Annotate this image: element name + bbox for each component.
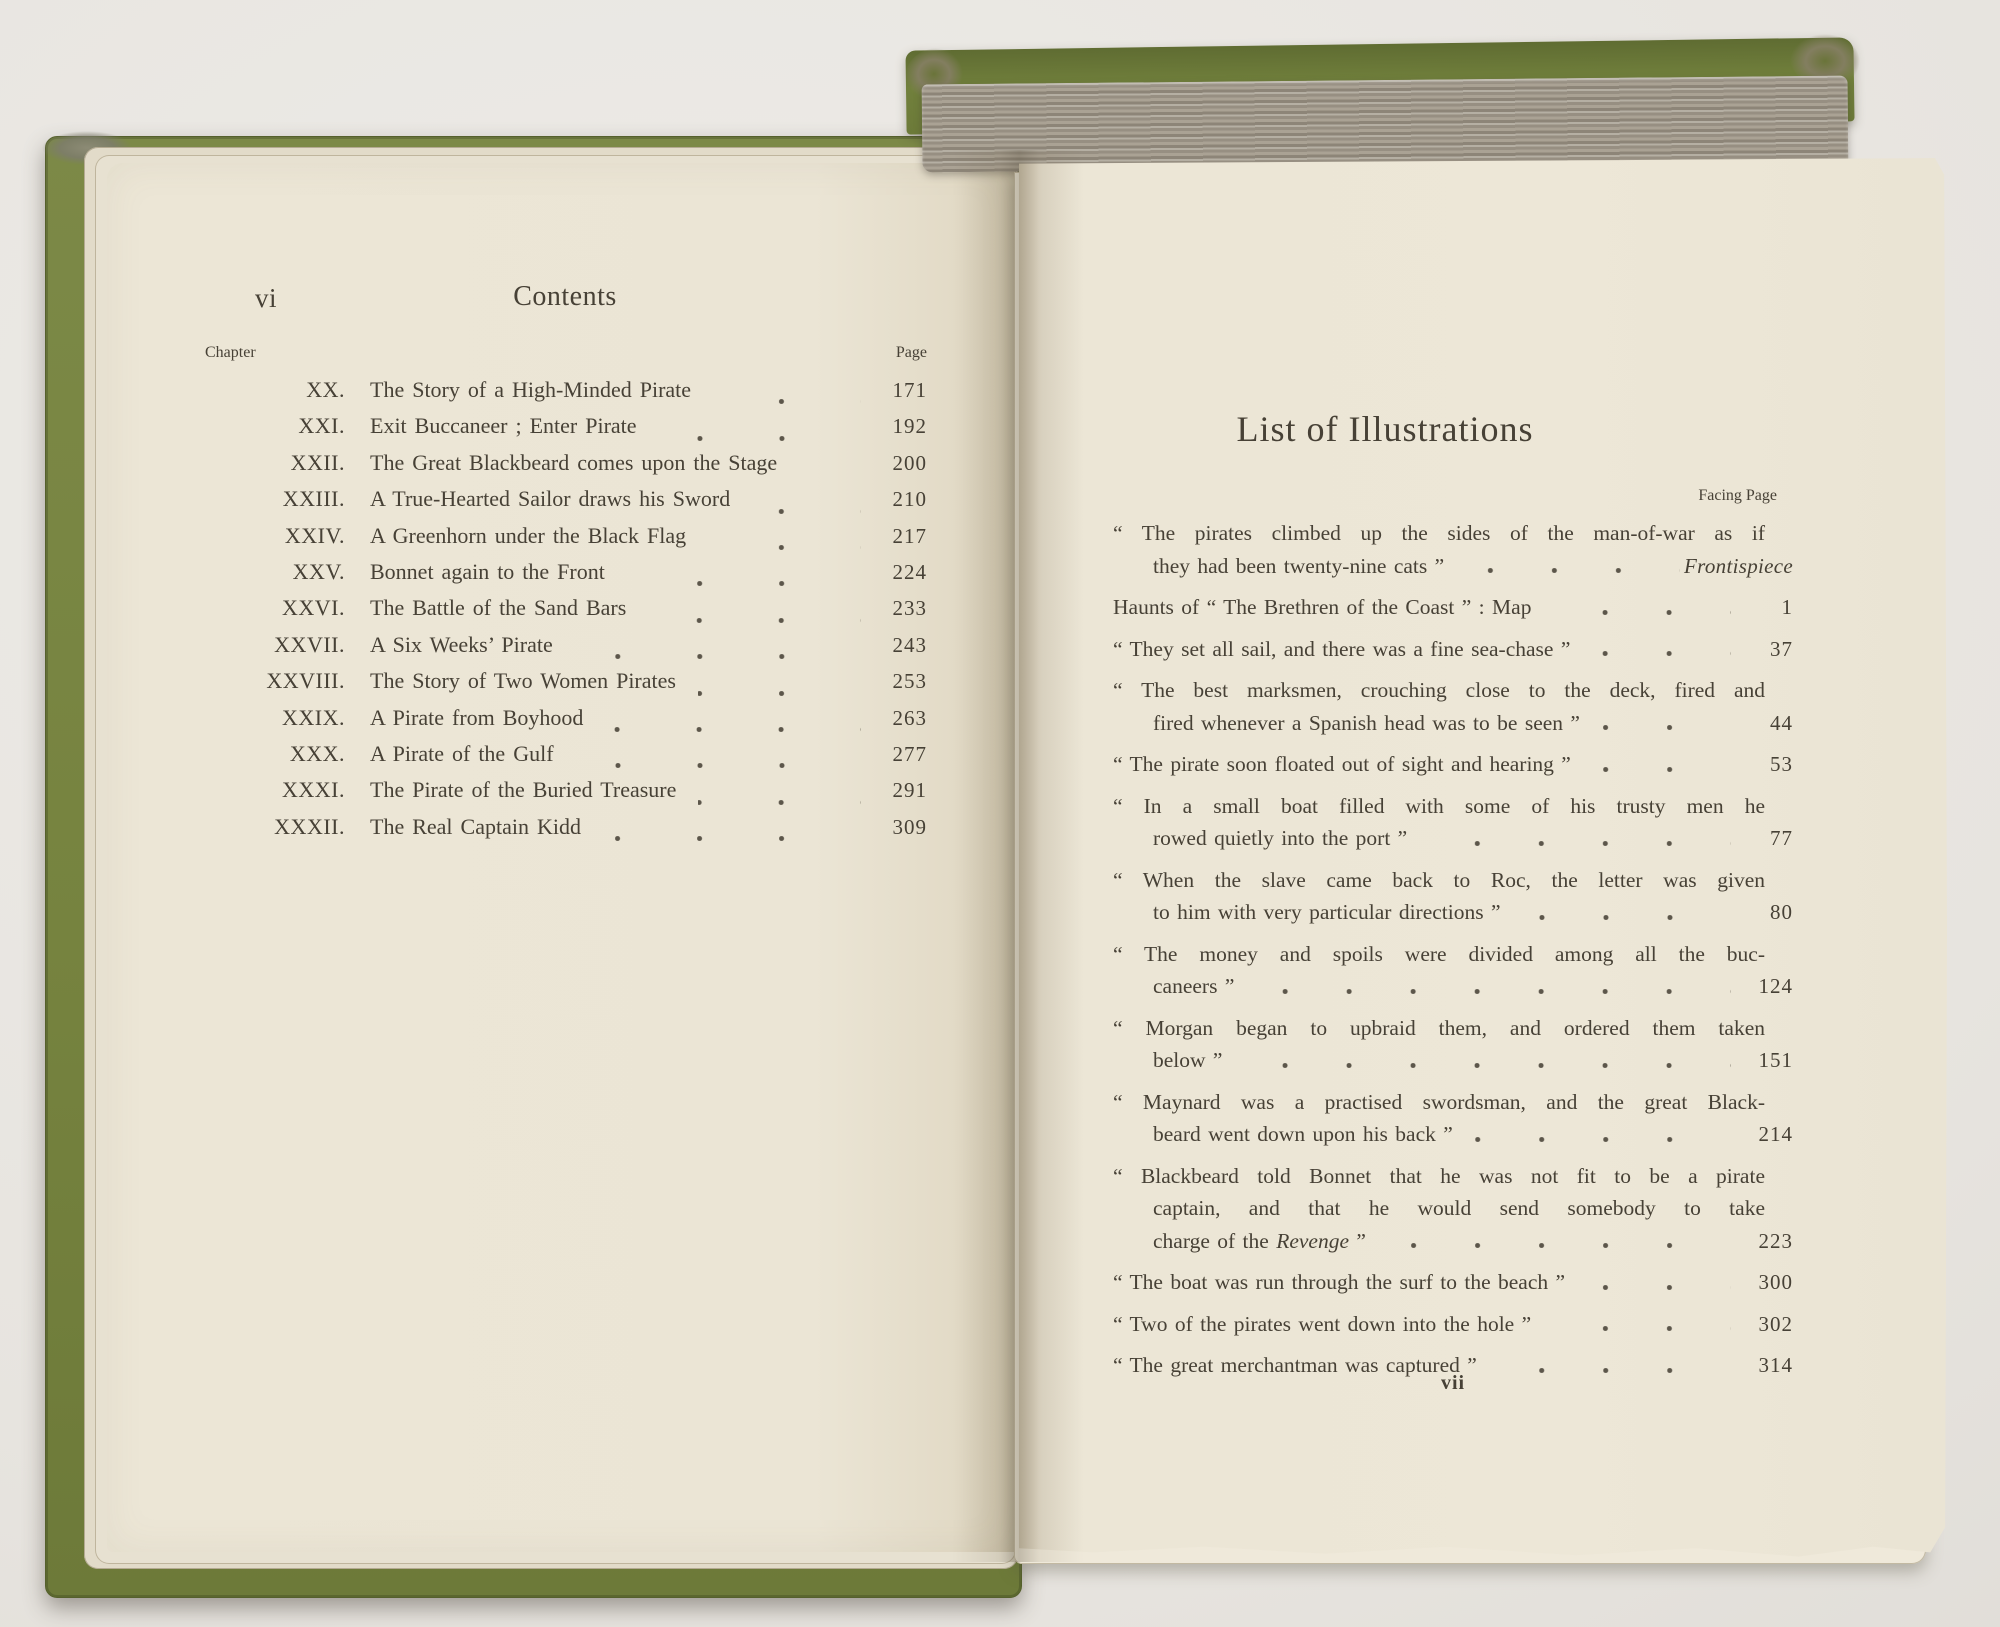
illustration-entry (1113, 938, 1793, 1003)
dot-leader (1519, 915, 1731, 920)
toc-row (205, 741, 927, 777)
dot-leader (1462, 568, 1680, 573)
toc-chapter-num: XXVIII. (266, 668, 345, 694)
toc-row (205, 450, 927, 486)
facing-page-num: 77 (1770, 826, 1793, 850)
caption-line: “ In a small boat filled with some of his trusty men he (1113, 793, 1765, 818)
dot-leader (1471, 1137, 1731, 1142)
caption-last-line (1113, 970, 1793, 1003)
contents-page-title: Contents (513, 281, 617, 312)
illustrations-page-title: List of Illustrations (1236, 409, 1534, 449)
dot-leader (1425, 841, 1731, 846)
caption-text: below ” (1153, 1048, 1223, 1072)
toc-page-num: 233 (892, 596, 927, 621)
illustration-entry (1113, 864, 1793, 929)
caption-text: “ The great merchantman was captured ” (1113, 1353, 1477, 1377)
facing-page-num: 214 (1758, 1122, 1793, 1146)
toc-title: Exit Buccaneer ; Enter Pirate (370, 413, 637, 439)
toc-row (205, 559, 927, 595)
toc-page-num: 277 (892, 741, 927, 766)
toc-title: A Six Weeks’ Pirate (370, 631, 553, 657)
toc-dot-leader (752, 509, 861, 514)
toc-title: The Story of Two Women Pirates (370, 668, 676, 694)
caption-last-line (1113, 707, 1793, 740)
toc-row (205, 705, 927, 741)
caption-line: “ Blackbeard told Bonnet that he was not fit to be a pirate (1113, 1163, 1765, 1188)
illustration-entry (1113, 1266, 1793, 1299)
toc-chapter-num: XXXII. (274, 813, 345, 839)
toc-page-num: 171 (892, 378, 927, 402)
caption-last-line (1113, 550, 1793, 583)
dot-leader (1240, 1063, 1731, 1068)
toc-dot-leader (648, 618, 861, 623)
toc-dot-leader (603, 836, 861, 841)
facing-page-num: 300 (1758, 1270, 1793, 1294)
caption-last-line (1113, 896, 1793, 929)
caption-line: “ The pirates climbed up the sides of the man-of-war as if (1113, 521, 1765, 545)
toc-page-num: 243 (892, 632, 927, 657)
toc-chapter-num: XXIX. (282, 704, 345, 730)
dot-leader (1384, 1243, 1731, 1248)
caption-text: “ They set all sail, and there was a fine sea-chase ” (1113, 636, 1571, 661)
illustration-entry (1113, 1308, 1793, 1341)
toc-title: A Pirate of the Gulf (370, 740, 554, 766)
toc-dot-leader (708, 545, 861, 550)
facing-page-num: 37 (1770, 636, 1793, 661)
caption-line: “ Maynard was a practised swordsman, and the great Black- (1113, 1089, 1765, 1114)
dot-leader (1583, 1285, 1731, 1290)
left-folio: vi (255, 283, 278, 313)
caption-text: fired whenever a Spanish head was to be seen ” (1153, 710, 1580, 735)
caption-text: to him with very particular directions ” (1153, 900, 1501, 924)
caption-line: captain, and that he would send somebody to take (1153, 1196, 1765, 1220)
caption-line: “ The money and spoils were divided among all the buc- (1113, 941, 1765, 966)
dot-leader (1588, 651, 1731, 656)
toc-dot-leader (698, 800, 861, 805)
toc-dot-leader (799, 472, 861, 477)
caption-last-line (1113, 591, 1793, 624)
dot-leader (1598, 725, 1731, 730)
caption-last-line (1113, 1225, 1793, 1258)
left-page (107, 163, 1015, 1552)
dot-leader (1589, 767, 1731, 772)
toc-title: The Story of a High-Minded Pirate (370, 377, 692, 402)
facing-page-header: Facing Page (1698, 487, 1777, 504)
toc-row (205, 523, 927, 559)
facing-page-num: 302 (1758, 1311, 1793, 1336)
caption-text: Haunts of “ The Brethren of the Coast ” : Map (1113, 595, 1532, 619)
toc-page-num: 192 (892, 414, 927, 439)
fore-edge-page-stack (922, 76, 1849, 173)
caption-text: beard went down upon his back ” (1153, 1122, 1453, 1146)
column-header-chapter: Chapter (205, 344, 256, 361)
caption-line: “ Morgan began to upbraid them, and ordered them taken (1113, 1015, 1765, 1040)
illustration-entry (1113, 1160, 1793, 1258)
toc-dot-leader (575, 654, 861, 659)
dot-leader (1252, 989, 1731, 994)
caption-last-line (1113, 633, 1793, 666)
toc-row (205, 377, 927, 413)
toc-chapter-num: XXVI. (282, 595, 345, 621)
toc-title: A Greenhorn under the Black Flag (370, 522, 687, 548)
illustrations-list (1113, 517, 1793, 1391)
toc-chapter-num: XXX. (289, 740, 345, 766)
toc-dot-leader (576, 763, 861, 768)
column-header-page: Page (895, 344, 927, 361)
facing-page-num: Frontispiece (1684, 553, 1793, 578)
toc-chapter-num: XXIV. (284, 522, 345, 548)
facing-page-num: 124 (1758, 974, 1793, 998)
toc-page-num: 263 (892, 705, 927, 730)
toc-page-num: 200 (892, 450, 927, 475)
toc-title: A Pirate from Boyhood (370, 704, 584, 730)
toc-page-num: 309 (892, 814, 927, 839)
illustration-entry (1113, 748, 1793, 781)
caption-text: they had been twenty-nine cats ” (1153, 553, 1445, 578)
caption-text: rowed quietly into the port ” (1153, 826, 1408, 850)
toc-title: The Battle of the Sand Bars (370, 595, 627, 621)
caption-text: “ Two of the pirates went down into the hole ” (1113, 1311, 1532, 1336)
toc-row (205, 486, 927, 522)
facing-page-num: 53 (1770, 752, 1793, 776)
facing-page-num: 314 (1758, 1353, 1793, 1377)
illustration-entry (1113, 517, 1793, 582)
caption-text: charge of the Revenge ” (1153, 1228, 1366, 1253)
contents-header (205, 283, 925, 323)
illustration-entry (1113, 1086, 1793, 1151)
caption-line: “ When the slave came back to Roc, the letter was given (1113, 867, 1765, 892)
toc-chapter-num: XXV. (292, 558, 345, 584)
toc-title: A True-Hearted Sailor draws his Sword (370, 486, 731, 512)
caption-text: “ The boat was run through the surf to the beach ” (1113, 1270, 1566, 1294)
dot-leader (1549, 610, 1731, 615)
facing-page-num: 44 (1770, 710, 1793, 735)
toc-row (205, 668, 927, 704)
toc-chapter-num: XXI. (298, 413, 345, 439)
facing-page-num: 1 (1781, 595, 1793, 619)
toc-page-num: 217 (892, 523, 927, 548)
illustration-entry (1113, 674, 1793, 739)
toc-chapter-num: XXVII. (274, 631, 345, 657)
toc-title: The Great Blackbeard comes upon the Stage (370, 449, 778, 475)
toc-dot-leader (627, 581, 861, 586)
caption-last-line (1113, 1308, 1793, 1341)
caption-text: caneers ” (1153, 974, 1235, 998)
toc-page-num: 210 (892, 487, 927, 512)
facing-page-num: 151 (1758, 1048, 1793, 1072)
illustration-entry (1113, 633, 1793, 666)
caption-line: “ The best marksmen, crouching close to the deck, fired and (1113, 678, 1765, 702)
toc-title: The Pirate of the Buried Treasure (370, 777, 677, 803)
toc-chapter-num: XXII. (290, 449, 345, 475)
dot-leader (1549, 1326, 1731, 1331)
caption-last-line (1113, 822, 1793, 855)
caption-last-line (1113, 1118, 1793, 1151)
toc-dot-leader (605, 727, 861, 732)
right-folio: vii (1440, 1372, 1466, 1394)
toc-row (205, 632, 927, 668)
toc-row (205, 777, 927, 813)
toc-chapter-num: XX. (306, 377, 345, 402)
toc-dot-leader (698, 691, 861, 696)
toc-row (205, 814, 927, 850)
toc-dot-leader (713, 399, 861, 404)
toc-title: Bonnet again to the Front (370, 558, 605, 584)
toc-row (205, 413, 927, 449)
toc-page-num: 291 (892, 778, 927, 803)
illustration-entry (1113, 591, 1793, 624)
facing-page-num: 80 (1770, 900, 1793, 924)
toc-page-num: 224 (892, 559, 927, 584)
toc-dot-leader (659, 436, 861, 441)
caption-last-line (1113, 1044, 1793, 1077)
caption-text: “ The pirate soon floated out of sight and hearing ” (1113, 752, 1571, 776)
toc-page-num: 253 (892, 669, 927, 694)
toc-chapter-num: XXXI. (282, 777, 345, 803)
illustration-entry (1113, 790, 1793, 855)
toc-chapter-num: XXIII. (282, 486, 345, 512)
caption-last-line (1113, 748, 1793, 781)
contents-column-headers (205, 344, 927, 362)
facing-page-num: 223 (1758, 1228, 1793, 1253)
toc-title: The Real Captain Kidd (370, 813, 581, 839)
caption-last-line (1113, 1266, 1793, 1299)
toc-row (205, 595, 927, 631)
contents-list (205, 377, 927, 850)
illustration-entry (1113, 1012, 1793, 1077)
